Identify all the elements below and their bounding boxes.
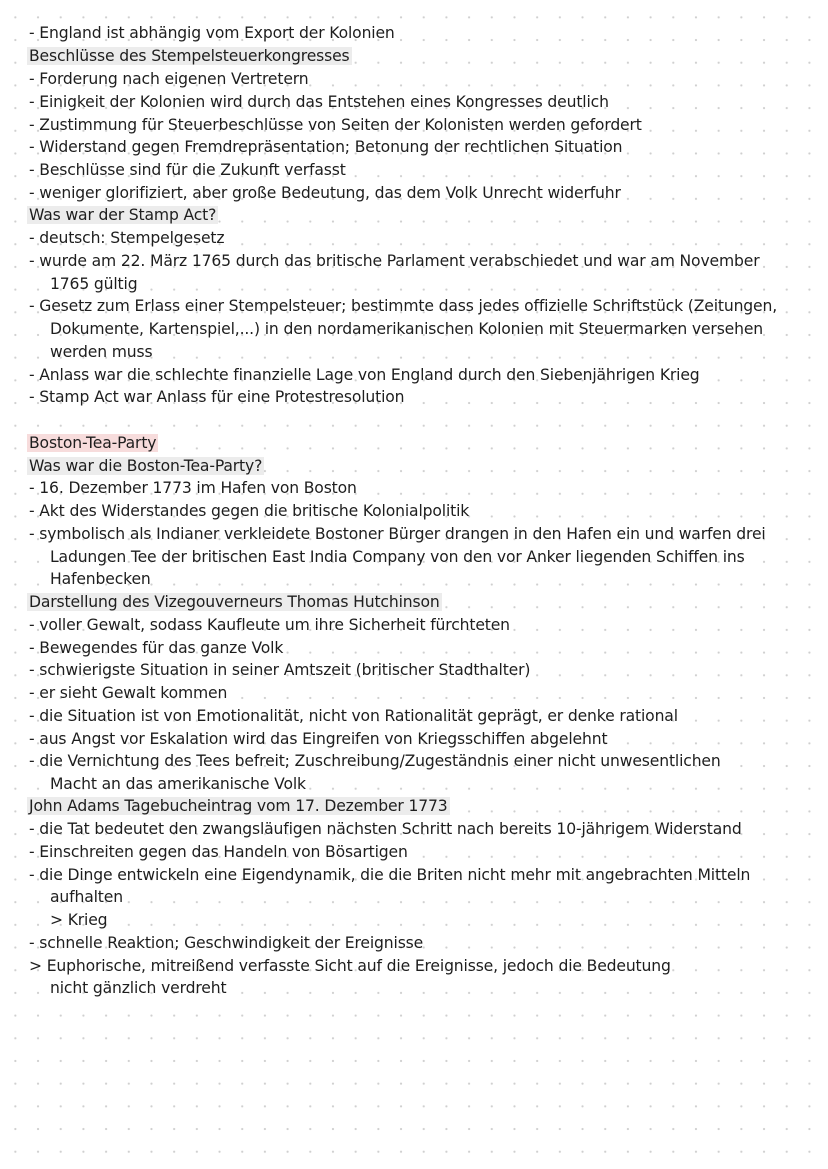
- bullet-line: - Beschlüsse sind für die Zukunft verfasst: [29, 161, 346, 179]
- heading-text: Beschlüsse des Stempelsteuerkongresses: [29, 47, 350, 65]
- heading-text: Darstellung des Vizegouverneurs Thomas Hutchinson: [29, 593, 440, 611]
- bullet-line: - Anlass war die schlechte finanzielle Lage von England durch den Siebenjährigen Krieg: [29, 366, 700, 384]
- bullet-line: - Gesetz zum Erlass einer Stempelsteuer; bestimmte dass jedes offizielle Schriftstück (Zeitungen,: [29, 297, 778, 315]
- section-heading: [29, 455, 264, 477]
- section-heading: [29, 795, 450, 817]
- bullet-line: - die Tat bedeutet den zwangsläufigen nächsten Schritt nach bereits 10-jährigem Widerstand: [29, 820, 742, 838]
- bullet-line: - die Situation ist von Emotionalität, nicht von Rationalität geprägt, er denke rational: [29, 707, 678, 725]
- continuation-line: Hafenbecken: [50, 570, 151, 588]
- bullet-line: - aus Angst vor Eskalation wird das Eingreifen von Kriegsschiffen abgelehnt: [29, 730, 608, 748]
- bullet-line: - die Vernichtung des Tees befreit; Zuschreibung/Zugeständnis einer nicht unwesentlichen: [29, 752, 721, 770]
- bullet-line: - schwierigste Situation in seiner Amtszeit (britischer Stadthalter): [29, 661, 531, 679]
- bullet-line: - Stamp Act war Anlass für eine Protestresolution: [29, 388, 405, 406]
- bullet-line: - England ist abhängig vom Export der Kolonien: [29, 24, 395, 42]
- bullet-line: - deutsch: Stempelgesetz: [29, 229, 225, 247]
- continuation-line: nicht gänzlich verdreht: [50, 979, 227, 997]
- heading-text: Was war die Boston-Tea-Party?: [29, 457, 263, 475]
- conclusion-line: > Euphorische, mitreißend verfasste Sicht auf die Ereignisse, jedoch die Bedeutung: [29, 957, 671, 975]
- continuation-line: Dokumente, Kartenspiel,...) in den nordamerikanischen Kolonien mit Steuermarken versehen: [50, 320, 764, 338]
- section-heading: [29, 45, 352, 67]
- continuation-line: 1765 gültig: [50, 275, 138, 293]
- bullet-line: - voller Gewalt, sodass Kaufleute um ihre Sicherheit fürchteten: [29, 616, 510, 634]
- bullet-line: - die Dinge entwickeln eine Eigendynamik, die die Briten nicht mehr mit angebrachten Mitteln: [29, 866, 751, 884]
- bullet-line: - Akt des Widerstandes gegen die britische Kolonialpolitik: [29, 502, 470, 520]
- bullet-line: - 16. Dezember 1773 im Hafen von Boston: [29, 479, 357, 497]
- continuation-line: werden muss: [50, 343, 153, 361]
- bullet-line: - Zustimmung für Steuerbeschlüsse von Seiten der Kolonisten werden gefordert: [29, 116, 642, 134]
- bullet-line: - Widerstand gegen Fremdrepräsentation; Betonung der rechtlichen Situation: [29, 138, 623, 156]
- heading-text: Was war der Stamp Act?: [29, 206, 217, 224]
- bullet-line: - Einschreiten gegen das Handeln von Bösartigen: [29, 843, 408, 861]
- continuation-line: Macht an das amerikanische Volk: [50, 775, 306, 793]
- bullet-line: - Bewegendes für das ganze Volk: [29, 639, 284, 657]
- bullet-line: - Einigkeit der Kolonien wird durch das Entstehen eines Kongresses deutlich: [29, 93, 609, 111]
- bullet-line: - weniger glorifiziert, aber große Bedeutung, das dem Volk Unrecht widerfuhr: [29, 184, 621, 202]
- section-heading: [29, 591, 442, 613]
- topic-heading: [29, 432, 158, 454]
- bullet-line: - er sieht Gewalt kommen: [29, 684, 228, 702]
- continuation-line: Ladungen Tee der britischen East India Company von den vor Anker liegenden Schiffen ins: [50, 548, 745, 566]
- section-heading: [29, 204, 218, 226]
- bullet-line: - Forderung nach eigenen Vertretern: [29, 70, 309, 88]
- bullet-line: - symbolisch als Indianer verkleidete Bostoner Bürger drangen in den Hafen ein und warfen drei: [29, 525, 766, 543]
- topic-heading-text: Boston-Tea-Party: [29, 434, 157, 452]
- bullet-line: - schnelle Reaktion; Geschwindigkeit der Ereignisse: [29, 934, 424, 952]
- continuation-line: aufhalten: [50, 888, 123, 906]
- bullet-line: - wurde am 22. März 1765 durch das britische Parlament verabschiedet und war am November: [29, 252, 760, 270]
- conclusion-line: > Krieg: [50, 911, 108, 929]
- heading-text: John Adams Tagebucheintrag vom 17. Dezember 1773: [29, 797, 448, 815]
